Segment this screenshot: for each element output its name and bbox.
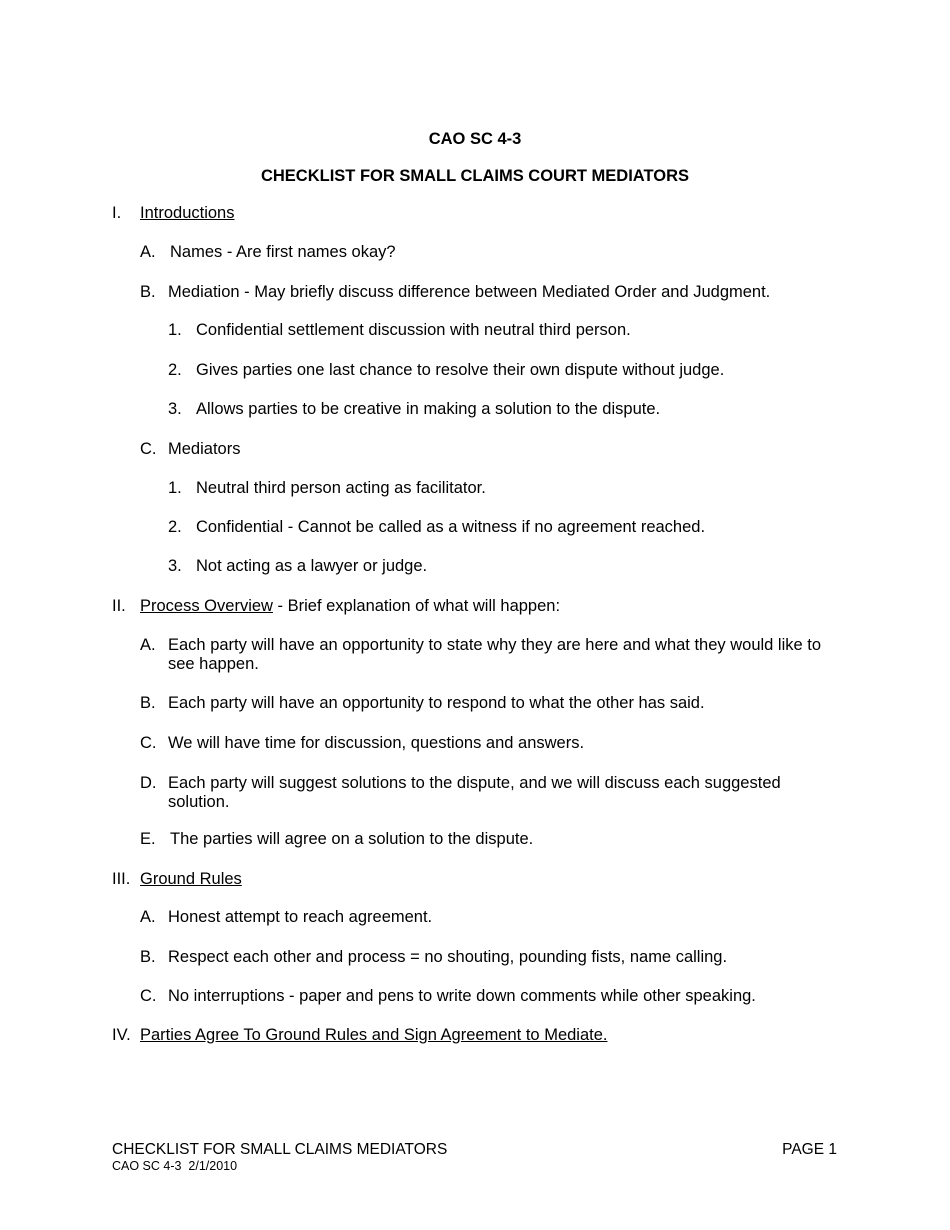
- page-number: PAGE 1: [782, 1141, 837, 1158]
- section-heading-ground-rules: Ground Rules: [140, 870, 242, 888]
- item-letter: C.: [140, 734, 157, 752]
- item-text: Mediators: [168, 440, 241, 458]
- item-text: Each party will have an opportunity to respond to what the other has said.: [168, 694, 705, 712]
- subitem-text: Confidential settlement discussion with neutral third person.: [196, 321, 631, 339]
- item-text: Each party will suggest solutions to the dispute, and we will discuss each suggested solution.: [168, 774, 781, 811]
- section-number: I.: [112, 204, 122, 222]
- item-letter: A.: [140, 636, 156, 654]
- subitem-text: Allows parties to be creative in making a solution to the dispute.: [196, 400, 661, 418]
- subitem-number: 3.: [168, 557, 182, 575]
- section-number: IV.: [112, 1026, 131, 1044]
- item-text: No interruptions - paper and pens to write down comments while other speaking.: [168, 987, 756, 1005]
- section-heading-label: Process Overview: [140, 597, 273, 615]
- item-letter: D.: [140, 774, 157, 792]
- document-code: CAO SC 4-3: [428, 130, 522, 148]
- subitem-text: Neutral third person acting as facilitator.: [196, 479, 486, 497]
- item-letter: B.: [140, 694, 156, 712]
- item-text: Mediation - May briefly discuss difference between Mediated Order and Judgment.: [168, 283, 771, 301]
- subitem-number: 1.: [168, 479, 182, 497]
- subitem-number: 2.: [168, 361, 182, 379]
- item-text: Respect each other and process = no shouting, pounding fists, name calling.: [168, 948, 728, 966]
- section-number: II.: [112, 597, 126, 615]
- item-letter: B.: [140, 283, 156, 301]
- section-heading-process-overview: [140, 597, 560, 616]
- section-number: III.: [112, 870, 131, 888]
- subitem-text: Not acting as a lawyer or judge.: [196, 557, 428, 575]
- section-heading-introductions: Introductions: [140, 204, 235, 222]
- subitem-number: 2.: [168, 518, 182, 536]
- document-title: CHECKLIST FOR SMALL CLAIMS COURT MEDIATORS: [260, 167, 690, 185]
- footer-code-date: CAO SC 4-3 2/1/2010: [112, 1159, 238, 1173]
- subitem-number: 3.: [168, 400, 182, 418]
- item-letter: E.: [140, 830, 156, 848]
- item-letter: A.: [140, 908, 156, 926]
- item-text: Names - Are first names okay?: [170, 243, 396, 261]
- subitem-text: Confidential - Cannot be called as a witness if no agreement reached.: [196, 518, 706, 536]
- footer-title: CHECKLIST FOR SMALL CLAIMS MEDIATORS: [112, 1141, 448, 1158]
- subitem-number: 1.: [168, 321, 182, 339]
- item-letter: C.: [140, 440, 157, 458]
- item-letter: C.: [140, 987, 157, 1005]
- item-text: Each party will have an opportunity to state why they are here and what they would like to see happen.: [168, 636, 822, 673]
- item-letter: B.: [140, 948, 156, 966]
- section-heading-agreement: Parties Agree To Ground Rules and Sign Agreement to Mediate.: [140, 1026, 608, 1044]
- item-text: The parties will agree on a solution to the dispute.: [170, 830, 534, 848]
- item-letter: A.: [140, 243, 156, 261]
- item-text: We will have time for discussion, questions and answers.: [168, 734, 585, 752]
- section-heading-suffix: - Brief explanation of what will happen:: [272, 597, 561, 615]
- item-text: Honest attempt to reach agreement.: [168, 908, 433, 926]
- subitem-text: Gives parties one last chance to resolve their own dispute without judge.: [196, 361, 725, 379]
